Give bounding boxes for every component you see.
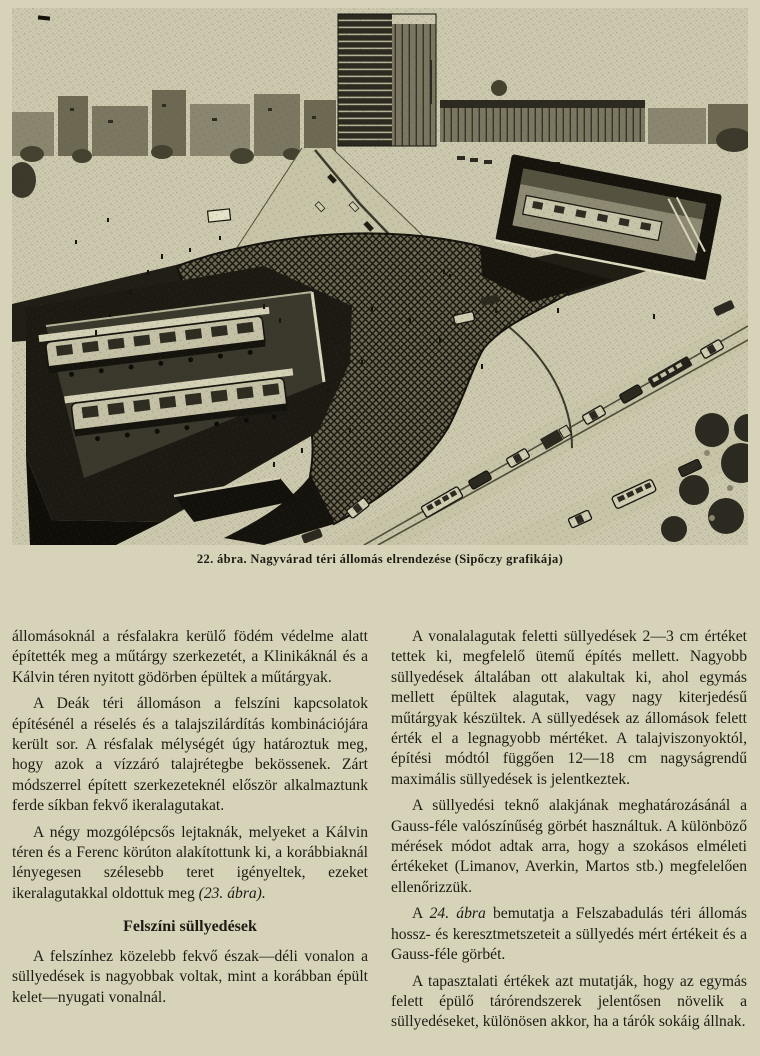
paragraph: A 24. ábra bemutatja a Felszabadulás téri állomás hossz- és keresztmetszeteit a süllyedés mért értékeit és a Gauss-féle görbét. xyxy=(391,905,747,964)
paragraph: A négy mozgólépcsős lejtaknák, melyeket a Kálvin téren és a Ferenc körúton alakítottunk ki, a korábbiaknál lényegesen szélesebb teret igényeltek, ezeket ikeralagutakkal oldottuk meg (23. ábra). xyxy=(12,823,368,902)
body-text xyxy=(12,627,748,1039)
paragraph: A süllyedési teknő alakjának meghatározásánál a Gauss-féle valószínűség görbét használtuk. A különböző mérések módot adtak arra, hogy a szokásos elméleti értékeket (Limanov, Averkin, Martos stb.) megfelelően ellenőrizzük. xyxy=(391,797,747,896)
figure-reference: 24. ábra xyxy=(429,905,486,923)
figure-caption: 22. ábra. Nagyvárad téri állomás elrendezése (Sipőczy grafikája) xyxy=(196,552,564,566)
right-column xyxy=(391,627,747,1039)
station-illustration xyxy=(12,8,748,545)
paragraph: A tapasztalati értékek azt mutatják, hogy az egymás felett épülő tárórendszerek jelentősen növelik a süllyedéseket, különösen akkor, ha a tárók sokáig állnak. xyxy=(391,972,747,1031)
paragraph: A vonalalagutak feletti süllyedések 2—3 cm értéket tettek ki, megfelelő ütemű építés mellett. Nagyobb süllyedések általában ott alakultak ki, ahol egymás mellett épültek alagutak, vagy nagy kiterjedésű műtárgyak készültek. A süllyedések az állomások felett érték el a legnagyobb mértéket. A talajviszonyoktól, építési módtól függően 12—18 cm nagyságrendű maximális süllyedések is jelentkeztek. xyxy=(391,628,747,788)
figure-reference: (23. ábra). xyxy=(198,884,266,902)
left-column xyxy=(12,627,368,1039)
paragraph: A Deák téri állomáson a felszíni kapcsolatok építésénél a réselés és a talajszilárdítás kombinációjára került sor. A résfalak mélységét úgy határoztuk meg, hogy azok a vízzáró talajrétegbe bekössenek. Zárt módszerrel épített szerkezeteknél először alkalmaztunk ferde síkban fekvő ikeralagutakat. xyxy=(12,695,368,815)
figure-illustration xyxy=(12,8,748,545)
paragraph: állomásoknál a résfalakra kerülő födém védelme alatt építették meg a műtárgy szerkezetét, a Klinikáknál és a Kálvin téren nyitott gödörben épültek a műtárgyak. xyxy=(12,628,368,686)
section-heading: Felszíni süllyedések xyxy=(123,918,257,936)
paragraph: A felszínhez közelebb fekvő észak—déli vonalon a süllyedések is nagyobbak voltak, mint a korábban épült kelet—nyugati vonalnál. xyxy=(12,947,368,1006)
